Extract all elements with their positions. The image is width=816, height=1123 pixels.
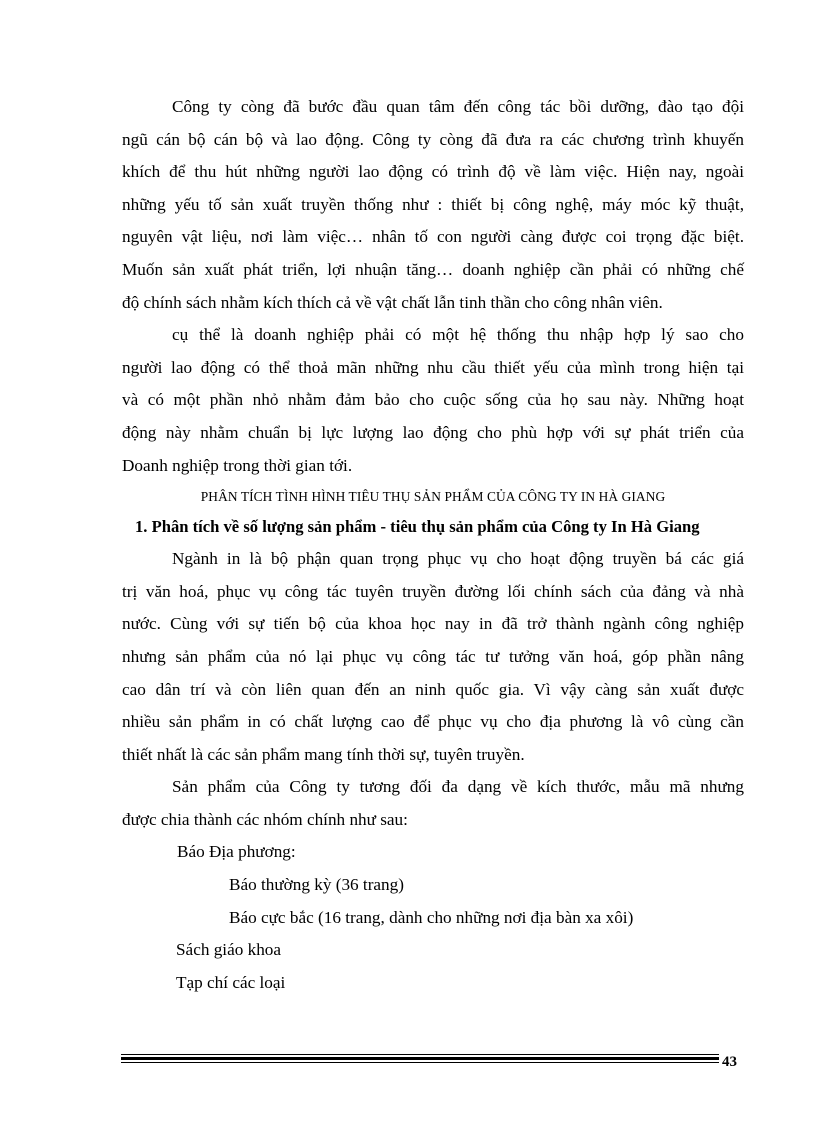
paragraph-printing-industry [122, 543, 744, 771]
text-line: những yếu tố sản xuất truyền thống như : thiết bị công nghệ, máy móc kỹ thuật, [122, 194, 744, 214]
footer-divider [121, 1052, 719, 1064]
text-line: nhưng sản phẩm của nó lại phục vụ công tác tư tưởng văn hoá, góp phần nâng [122, 646, 744, 666]
list-item: Báo thường kỳ (36 trang) [229, 875, 404, 895]
text-line: người lao động có thể thoả mãn những nhu cầu thiết yếu của mình trong hiện tại [122, 357, 744, 377]
text-line: động này nhằm chuẩn bị lực lượng lao động cho phù hợp với sự phát triển của [122, 422, 744, 442]
text-line: cao dân trí và còn liên quan đến an ninh quốc gia. Vì vậy càng sản xuất được [122, 679, 744, 699]
subsection-heading: 1. Phân tích về số lượng sản phẩm - tiêu thụ sản phẩm của Công ty In Hà Giang [135, 517, 700, 537]
list-item: Báo Địa phương: [177, 842, 296, 862]
paragraph-staff-training [122, 91, 744, 319]
list-item: Sách giáo khoa [176, 940, 282, 960]
text-line: ngũ cán bộ cán bộ và lao động. Công ty còng đã đưa ra các chương trình khuyến [122, 129, 744, 149]
footer-rule-thin-bottom [121, 1062, 719, 1063]
text-line: và có một phần nhỏ nhằm đảm bảo cho cuộc sống của họ sau này. Những hoạt [122, 390, 744, 410]
text-line: nguyên vật liệu, nơi làm việc… nhân tố con người càng được coi trọng đặc biệt. [122, 227, 744, 247]
text-line: Công ty còng đã bước đầu quan tâm đến công tác bồi dưỡng, đào tạo đội [172, 97, 744, 116]
text-line: Doanh nghiệp trong thời gian tới. [122, 455, 353, 475]
page-number: 43 [722, 1054, 737, 1070]
product-list [122, 836, 744, 999]
text-line: Muốn sản xuất phát triển, lợi nhuận tăng… doanh nghiệp cần phải có những chế [122, 259, 744, 279]
list-item: Báo cực bắc (16 trang, dành cho những nơi địa bàn xa xôi) [229, 907, 634, 927]
footer-rule-thin-top [121, 1054, 719, 1055]
section-heading: PHÂN TÍCH TÌNH HÌNH TIÊU THỤ SẢN PHẨM CỦA CÔNG TY IN HÀ GIANG [200, 489, 666, 505]
document-body [122, 91, 744, 999]
text-line: được chia thành các nhóm chính như sau: [122, 809, 408, 829]
paragraph-product-groups [122, 771, 744, 836]
footer-rule-thick [121, 1057, 719, 1060]
text-line: độ chính sách nhằm kích thích cả về vật chất lẫn tinh thần cho công nhân viên. [122, 292, 663, 312]
text-line: trị văn hoá, phục vụ công tác tuyên truyền đường lối chính sách của đảng và nhà [122, 581, 744, 601]
paragraph-income-system [122, 319, 744, 482]
text-line: khích để thu hút những người lao động có trình độ về làm việc. Hiện nay, ngoài [122, 162, 744, 182]
list-item: Tạp chí các loại [176, 972, 286, 992]
text-line: cụ thể là doanh nghiệp phải có một hệ thống thu nhập hợp lý sao cho [172, 325, 744, 345]
text-line: Ngành in là bộ phận quan trọng phục vụ cho hoạt động truyền bá các giá [172, 549, 744, 569]
text-line: Sản phẩm của Công ty tương đối đa dạng về kích thước, mẫu mã nhưng [172, 777, 744, 797]
text-line: thiết nhất là các sản phẩm mang tính thời sự, tuyên truyền. [122, 744, 525, 764]
text-line: nước. Cùng với sự tiến bộ của khoa học nay in đã trở thành ngành công nghiệp [122, 614, 744, 634]
text-line: nhiều sản phẩm in có chất lượng cao để phục vụ cho địa phương là vô cùng cần [122, 712, 744, 732]
